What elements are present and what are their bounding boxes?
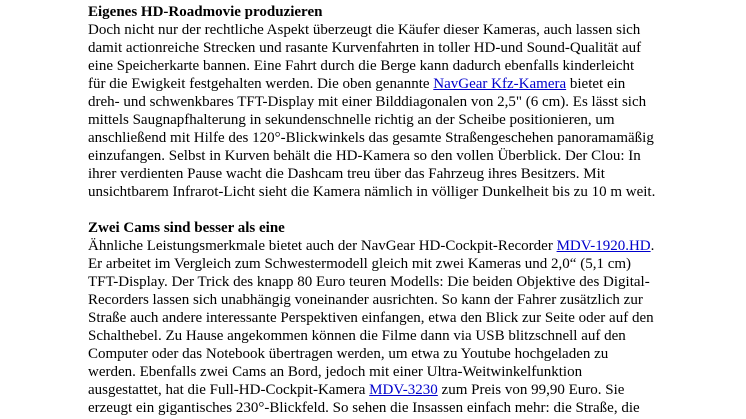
text-fragment: bietet ein bbox=[566, 76, 626, 92]
mdv-1920-hd-link[interactable]: MDV-1920.HD bbox=[556, 238, 651, 254]
section-two-cams bbox=[88, 219, 668, 417]
text-line: Straße auch andere interessante Perspektiven einfangen, etwa den Blick zur Seite oder auf den bbox=[88, 310, 654, 326]
document-page bbox=[88, 3, 668, 417]
section-paragraph bbox=[88, 237, 668, 417]
text-line-with-link bbox=[88, 237, 668, 255]
text-line: Recorders lassen sich unabhängig voneinander ausrichten. So kann der Fahrer zusätzlich zur bbox=[88, 292, 643, 308]
mdv-3230-link[interactable]: MDV-3230 bbox=[369, 382, 438, 398]
navgear-kfz-kamera-link[interactable]: NavGear Kfz-Kamera bbox=[433, 76, 567, 92]
section-heading: Eigenes HD-Roadmovie produzieren bbox=[88, 4, 323, 20]
text-line: unsichtbarem Infrarot-Licht sieht die Kamera nämlich in völliger Dunkelheit bis zu 10 m weit. bbox=[88, 184, 656, 200]
text-line: anschließend mit Hilfe des 120°-Blickwinkels das gesamte Straßengeschehen panoramamäßig bbox=[88, 130, 654, 146]
section-roadmovie bbox=[88, 3, 668, 201]
text-line: damit actionreiche Strecken und rasante Kurvenfahrten in toller HD-und Sound-Qualität auf bbox=[88, 40, 642, 56]
text-fragment: Ähnliche Leistungsmerkmale bietet auch der NavGear HD-Cockpit-Recorder bbox=[88, 238, 557, 254]
text-line: erzeugt ein gigantisches 230°-Blickfeld. So sehen die Insassen einfach mehr: die Straße, die bbox=[88, 400, 640, 416]
text-line: Computer oder das Notebook übertragen werden, um etwa zu Youtube hochgeladen zu bbox=[88, 346, 609, 362]
section-heading: Zwei Cams sind besser als eine bbox=[88, 220, 285, 236]
text-line: ihrer verdienten Pause wacht die Dashcam treu über das Fahrzeug ihres Besitzers. Mit bbox=[88, 166, 605, 182]
section-paragraph bbox=[88, 21, 668, 201]
text-line-with-link bbox=[88, 75, 668, 93]
text-line: mittels Saugnapfhalterung in sekundenschnelle richtig an der Scheibe positionieren, um bbox=[88, 112, 615, 128]
text-fragment: zum Preis von 99,90 Euro. Sie bbox=[437, 382, 625, 398]
text-line: Doch nicht nur der rechtliche Aspekt überzeugt die Käufer dieser Kameras, auch lassen sich bbox=[88, 22, 641, 38]
text-line-with-link bbox=[88, 381, 668, 399]
text-line: Er arbeitet im Vergleich zum Schwestermodell gleich mit zwei Kameras und 2,0“ (5,1 cm) bbox=[88, 256, 632, 272]
text-line: einzufangen. Selbst in Kurven behält die HD-Kamera so den vollen Überblick. Der Clou: In bbox=[88, 148, 641, 164]
text-line: dreh- und schwenkbares TFT-Display mit einer Bilddiagonalen von 2,5" (6 cm). Es lässt sich bbox=[88, 94, 647, 110]
text-line: Schalthebel. Zu Hause angekommen können die Filme dann via USB blitzschnell auf den bbox=[88, 328, 626, 344]
text-fragment: für die Ewigkeit festgehalten werden. Die oben genannte bbox=[88, 76, 434, 92]
text-line: werden. Ebenfalls zwei Cams an Bord, jedoch mit einer Ultra-Weitwinkelfunktion bbox=[88, 364, 583, 380]
text-line: TFT-Display. Der Trick des knapp 80 Euro teuren Modells: Die beiden Objektive des Digital- bbox=[88, 274, 650, 290]
text-fragment: . bbox=[650, 238, 655, 254]
text-fragment: ausgestattet, hat die Full-HD-Cockpit-Kamera bbox=[88, 382, 370, 398]
text-line: eine Speicherkarte bannen. Eine Fahrt durch die Berge kann dadurch ebenfalls kinderleicht bbox=[88, 58, 635, 74]
